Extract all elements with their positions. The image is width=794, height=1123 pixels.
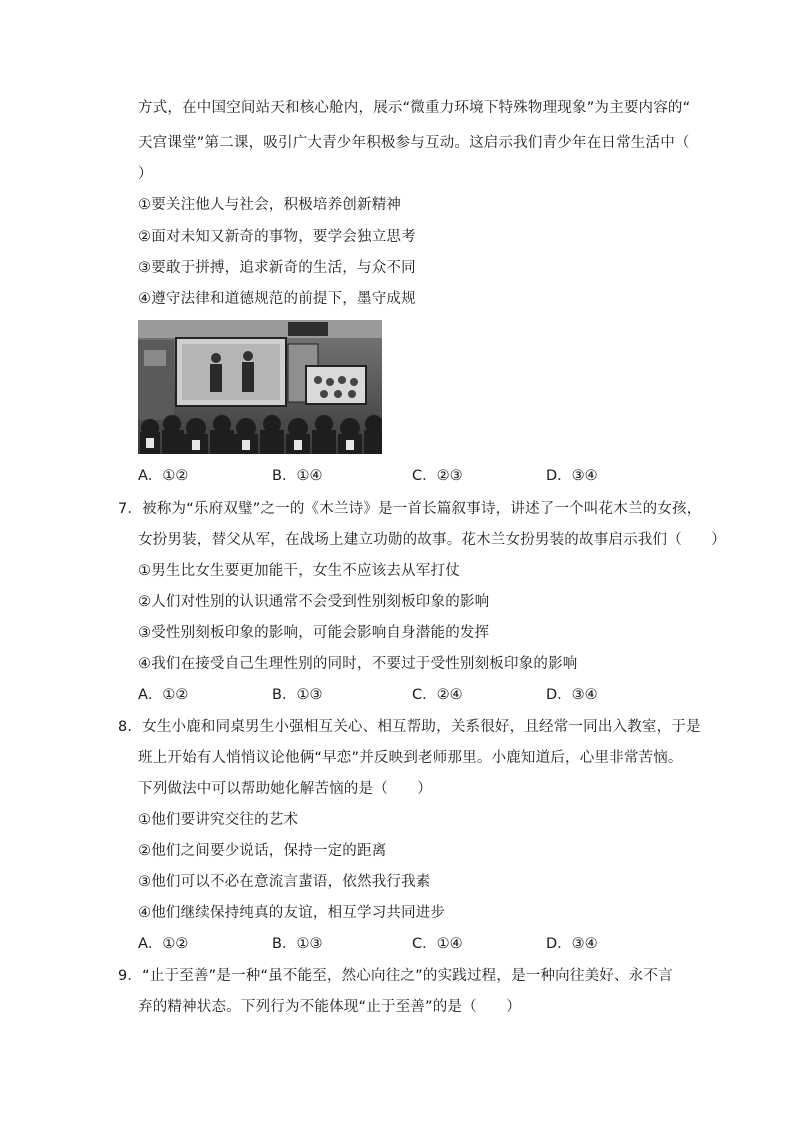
q7-option-d[interactable]: D．③④	[546, 687, 598, 703]
q7-statement-3: ③受性别刻板印象的影响，可能会影响自身潜能的发挥	[138, 625, 490, 641]
q8-statement-4: ④他们继续保持纯真的友谊，相互学习共同进步	[138, 905, 446, 921]
q7-option-a[interactable]: A．①②	[138, 687, 189, 703]
classroom-photo	[138, 320, 382, 454]
q7-option-c[interactable]: C．②④	[412, 687, 463, 703]
q6-statement-2: ②面对未知又新奇的事物，要学会独立思考	[138, 229, 416, 245]
q6-statement-3: ③要敢于拼搏，追求新奇的生活，与众不同	[138, 260, 416, 276]
q6-option-c[interactable]: C．②③	[412, 468, 463, 484]
q6-statement-4: ④遵守法律和道德规范的前提下，墨守成规	[138, 291, 416, 307]
q6-option-b[interactable]: B．①④	[272, 468, 323, 484]
q8-option-b[interactable]: B．①③	[272, 936, 323, 952]
q8-statement-3: ③他们可以不必在意流言蜚语，依然我行我素	[138, 874, 431, 890]
q8-option-c[interactable]: C．①④	[412, 936, 463, 952]
q6-statement-1: ①要关注他人与社会，积极培养创新精神	[138, 197, 402, 213]
q8-statement-2: ②他们之间要少说话，保持一定的距离	[138, 843, 387, 859]
q7-statement-4: ④我们在接受自己生理性别的同时，不要过于受性别刻板印象的影响	[138, 656, 578, 672]
q6-text-line-3: ）	[138, 166, 153, 182]
q8-text-line-1: 8．女生小鹿和同桌男生小强相互关心、相互帮助，关系很好，且经常一同出入教室，于是	[118, 719, 701, 735]
q8-text-line-3: 下列做法中可以帮助她化解苦恼的是（ ）	[138, 781, 432, 797]
q6-option-d[interactable]: D．③④	[546, 468, 598, 484]
q6-text-line-1: 方式，在中国空间站天和核心舱内，展示“微重力环境下特殊物理现象”为主要内容的“	[138, 100, 691, 116]
q8-option-a[interactable]: A．①②	[138, 936, 189, 952]
q7-statement-2: ②人们对性别的认识通常不会受到性别刻板印象的影响	[138, 594, 490, 610]
q7-text-line-1: 7．被称为“乐府双璧”之一的《木兰诗》是一首长篇叙事诗，讲述了一个叫花木兰的女孩，	[118, 501, 702, 517]
q6-text-line-2: 天宫课堂”第二课，吸引广大青少年积极参与互动。这启示我们青少年在日常生活中（	[138, 135, 690, 151]
q9-text-line-2: 弃的精神状态。下列行为不能体现“止于至善”的是（ ）	[138, 999, 521, 1015]
q6-option-a[interactable]: A．①②	[138, 468, 189, 484]
classroom-photo-image	[138, 320, 382, 454]
q7-statement-1: ①男生比女生要更加能干，女生不应该去从军打仗	[138, 563, 460, 579]
q7-option-b[interactable]: B．①③	[272, 687, 323, 703]
q8-option-d[interactable]: D．③④	[546, 936, 598, 952]
q7-text-line-2: 女扮男装，替父从军，在战场上建立功勋的故事。花木兰女扮男装的故事启示我们（ ）	[138, 532, 726, 548]
q9-text-line-1: 9．“止于至善”是一种“虽不能至，然心向往之”的实践过程，是一种向往美好、永不言	[118, 968, 673, 984]
q8-text-line-2: 班上开始有人悄悄议论他俩“早恋”并反映到老师那里。小鹿知道后，心里非常苦恼。	[138, 750, 683, 766]
q8-statement-1: ①他们要讲究交往的艺术	[138, 812, 299, 828]
